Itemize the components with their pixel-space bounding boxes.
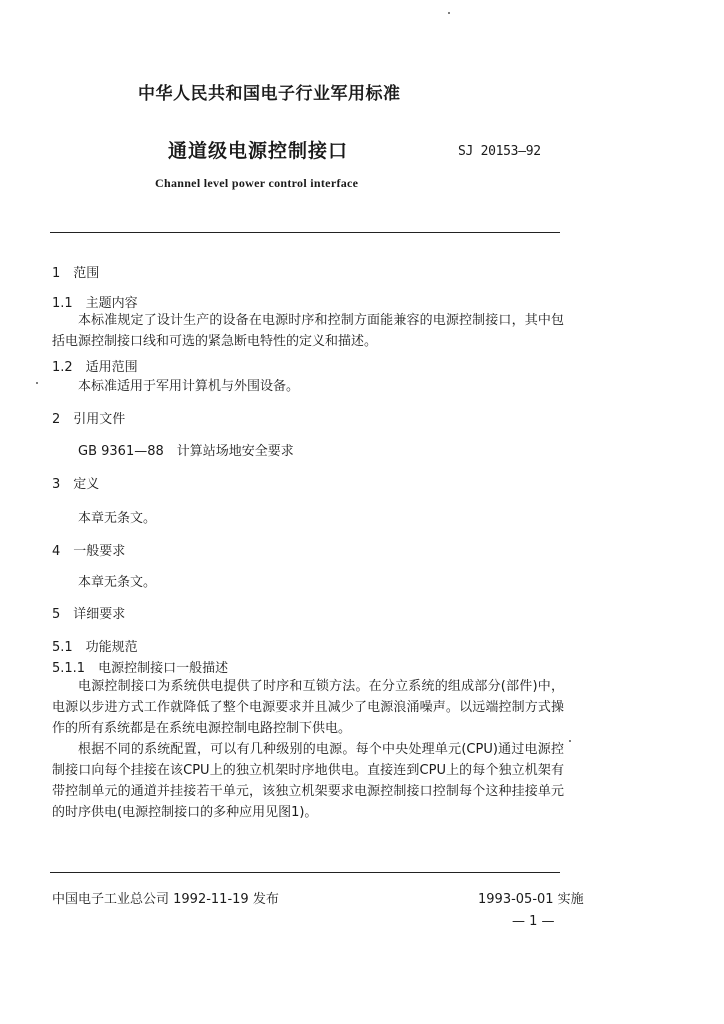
- english-title: Channel level power control interface: [155, 176, 359, 190]
- section-3-heading: 3 定义: [52, 477, 100, 492]
- section-1-2-text: 本标准适用于军用计算机与外围设备。: [78, 379, 300, 394]
- section-5-1-1-paragraph-1: 电源控制接口为系统供电提供了时序和互锁方法。在分立系统的组成部分(部件)中，电源以步进方式工作就降低了整个电源要求并且减少了电源浪涌噪声。以远端控制方式操作的所有系统都是在系统电源控制电路控制下供电。: [52, 679, 564, 736]
- scan-speck: [36, 382, 38, 384]
- section-5-1-heading: 5.1 功能规范: [52, 640, 138, 655]
- effective-date: 1993-05-01 实施: [478, 892, 584, 907]
- page-number: — 1 —: [512, 914, 555, 929]
- section-5-heading: 5 详细要求: [52, 607, 126, 622]
- scan-speck: [569, 740, 571, 742]
- section-3-text: 本章无条文。: [78, 511, 157, 526]
- section-5-1-1-paragraph-2: 根据不同的系统配置，可以有几种级别的电源。每个中央处理单元(CPU)通过电源控制接口向每个挂接在该CPU上的独立机架时序地供电。直接连到CPU上的每个独立机架有带控制单元的通道并挂接若干单元，该独立机架要求电源控制接口控制每个这种挂接单元的时序供电(电源控制接口的多种应用见图1)。: [52, 742, 564, 820]
- section-1-2-heading: 1.2 适用范围: [52, 360, 138, 375]
- issuer-date: 中国电子工业总公司 1992-11-19 发布: [52, 892, 279, 907]
- section-4-heading: 4 一般要求: [52, 544, 126, 559]
- section-1-heading: 1 范围: [52, 266, 100, 281]
- document-title: 通道级电源控制接口: [168, 140, 349, 162]
- scan-speck: [448, 12, 450, 14]
- section-4-text: 本章无条文。: [78, 575, 157, 590]
- section-1-1-heading: 1.1 主题内容: [52, 296, 138, 311]
- referenced-document: GB 9361—88 计算站场地安全要求: [78, 444, 294, 459]
- standard-code: SJ 20153—92: [458, 144, 541, 159]
- section-5-1-1-heading: 5.1.1 电源控制接口一般描述: [52, 661, 229, 676]
- standard-header: 中华人民共和国电子行业军用标准: [138, 84, 401, 104]
- section-2-heading: 2 引用文件: [52, 412, 126, 427]
- top-divider: [50, 232, 560, 233]
- footer-divider: [50, 872, 560, 873]
- section-1-1-text: 本标准规定了设计生产的设备在电源时序和控制方面能兼容的电源控制接口，其中包括电源控制接口线和可选的紧急断电特性的定义和描述。: [52, 313, 564, 349]
